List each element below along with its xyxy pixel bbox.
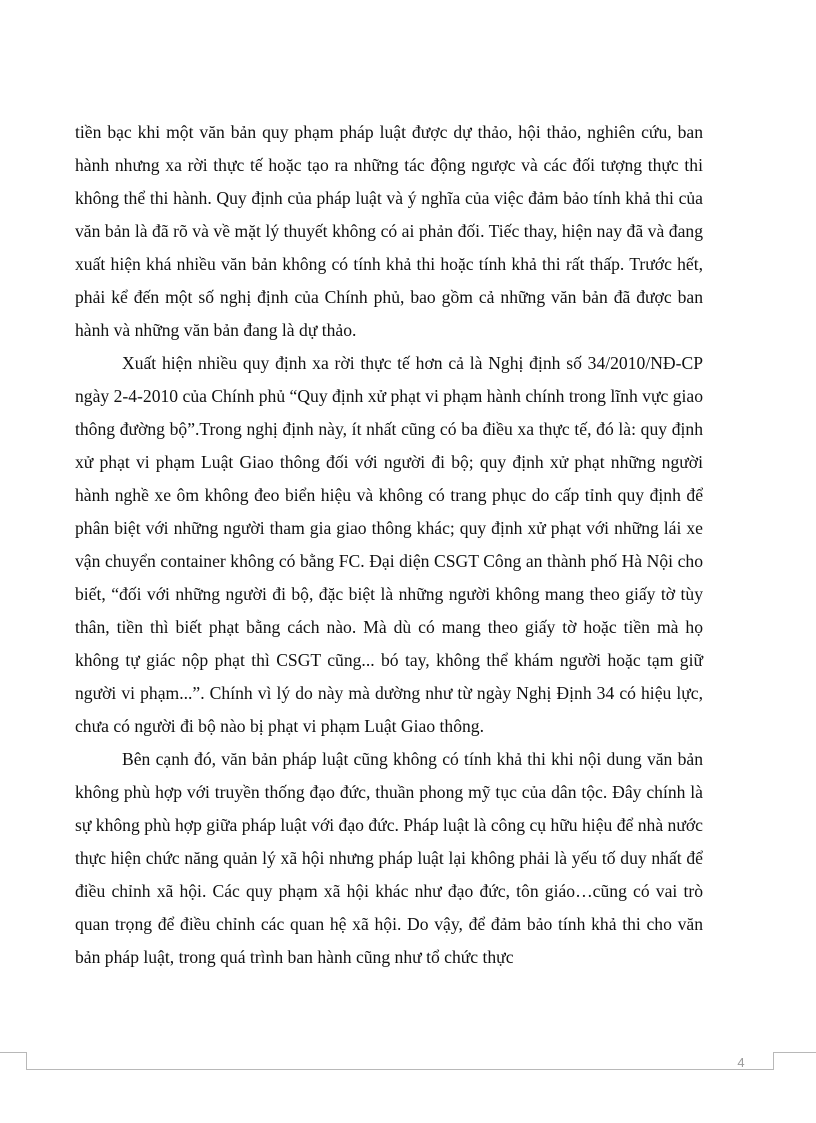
footer-right-bracket bbox=[773, 1052, 774, 1070]
document-body bbox=[75, 116, 703, 974]
paragraph-3: Bên cạnh đó, văn bản pháp luật cũng không có tính khả thi khi nội dung văn bản không phù hợp với truyền thống đạo đức, thuần phong mỹ tục của dân tộc. Đây chính là sự không phù hợp giữa pháp luật với đạo đức. Pháp luật là công cụ hữu hiệu để nhà nước thực hiện chức năng quản lý xã hội nhưng pháp luật lại không phải là yếu tố duy nhất để điều chỉnh xã hội. Các quy phạm xã hội khác như đạo đức, tôn giáo…cũng có vai trò quan trọng để điều chỉnh các quan hệ xã hội. Do vậy, để đảm bảo tính khả thi cho văn bản pháp luật, trong quá trình ban hành cũng như tổ chức thực bbox=[75, 749, 703, 967]
paragraph-1: tiền bạc khi một văn bản quy phạm pháp luật được dự thảo, hội thảo, nghiên cứu, ban hành nhưng xa rời thực tế hoặc tạo ra những tác động ngược và các đối tượng thực thi không thể thi hành. Quy định của pháp luật và ý nghĩa của việc đảm bảo tính khả thi của văn bản là đã rõ và về mặt lý thuyết không có ai phản đối. Tiếc thay, hiện nay đã và đang xuất hiện khá nhiều văn bản không có tính khả thi hoặc tính khả thi rất thấp. Trước hết, phải kể đến một số nghị định của Chính phủ, bao gồm cả những văn bản đã được ban hành và những văn bản đang là dự thảo. bbox=[75, 122, 703, 340]
footer-rule bbox=[26, 1069, 774, 1070]
paragraph-2: Xuất hiện nhiều quy định xa rời thực tế hơn cả là Nghị định số 34/2010/NĐ-CP ngày 2-4-2010 của Chính phủ “Quy định xử phạt vi phạm hành chính trong lĩnh vực giao thông đường bộ”.Trong nghị định này, ít nhất cũng có ba điều xa thực tế, đó là: quy định xử phạt vi phạm Luật Giao thông đối với người đi bộ; quy định xử phạt những người hành nghề xe ôm không đeo biển hiệu và không có trang phục do cấp tỉnh quy định để phân biệt với những người tham gia giao thông khác; quy định xử phạt với những lái xe vận chuyển container không có bằng FC. Đại diện CSGT Công an thành phố Hà Nội cho biết, “đối với những người đi bộ, đặc biệt là những người không mang theo giấy tờ tùy thân, tiền thì biết phạt bằng cách nào. Mà dù có mang theo giấy tờ hoặc tiền mà họ không tự giác nộp phạt thì CSGT cũng... bó tay, không thể khám người hoặc tạm giữ người vi phạm...”. Chính vì lý do này mà dường như từ ngày Nghị Định 34 có hiệu lực, chưa có người đi bộ nào bị phạt vi phạm Luật Giao thông. bbox=[75, 353, 703, 736]
footer-right-tick bbox=[773, 1052, 816, 1053]
footer-left-tick bbox=[0, 1052, 26, 1053]
footer-left-bracket bbox=[26, 1052, 27, 1070]
page-number: 4 bbox=[737, 1055, 745, 1070]
